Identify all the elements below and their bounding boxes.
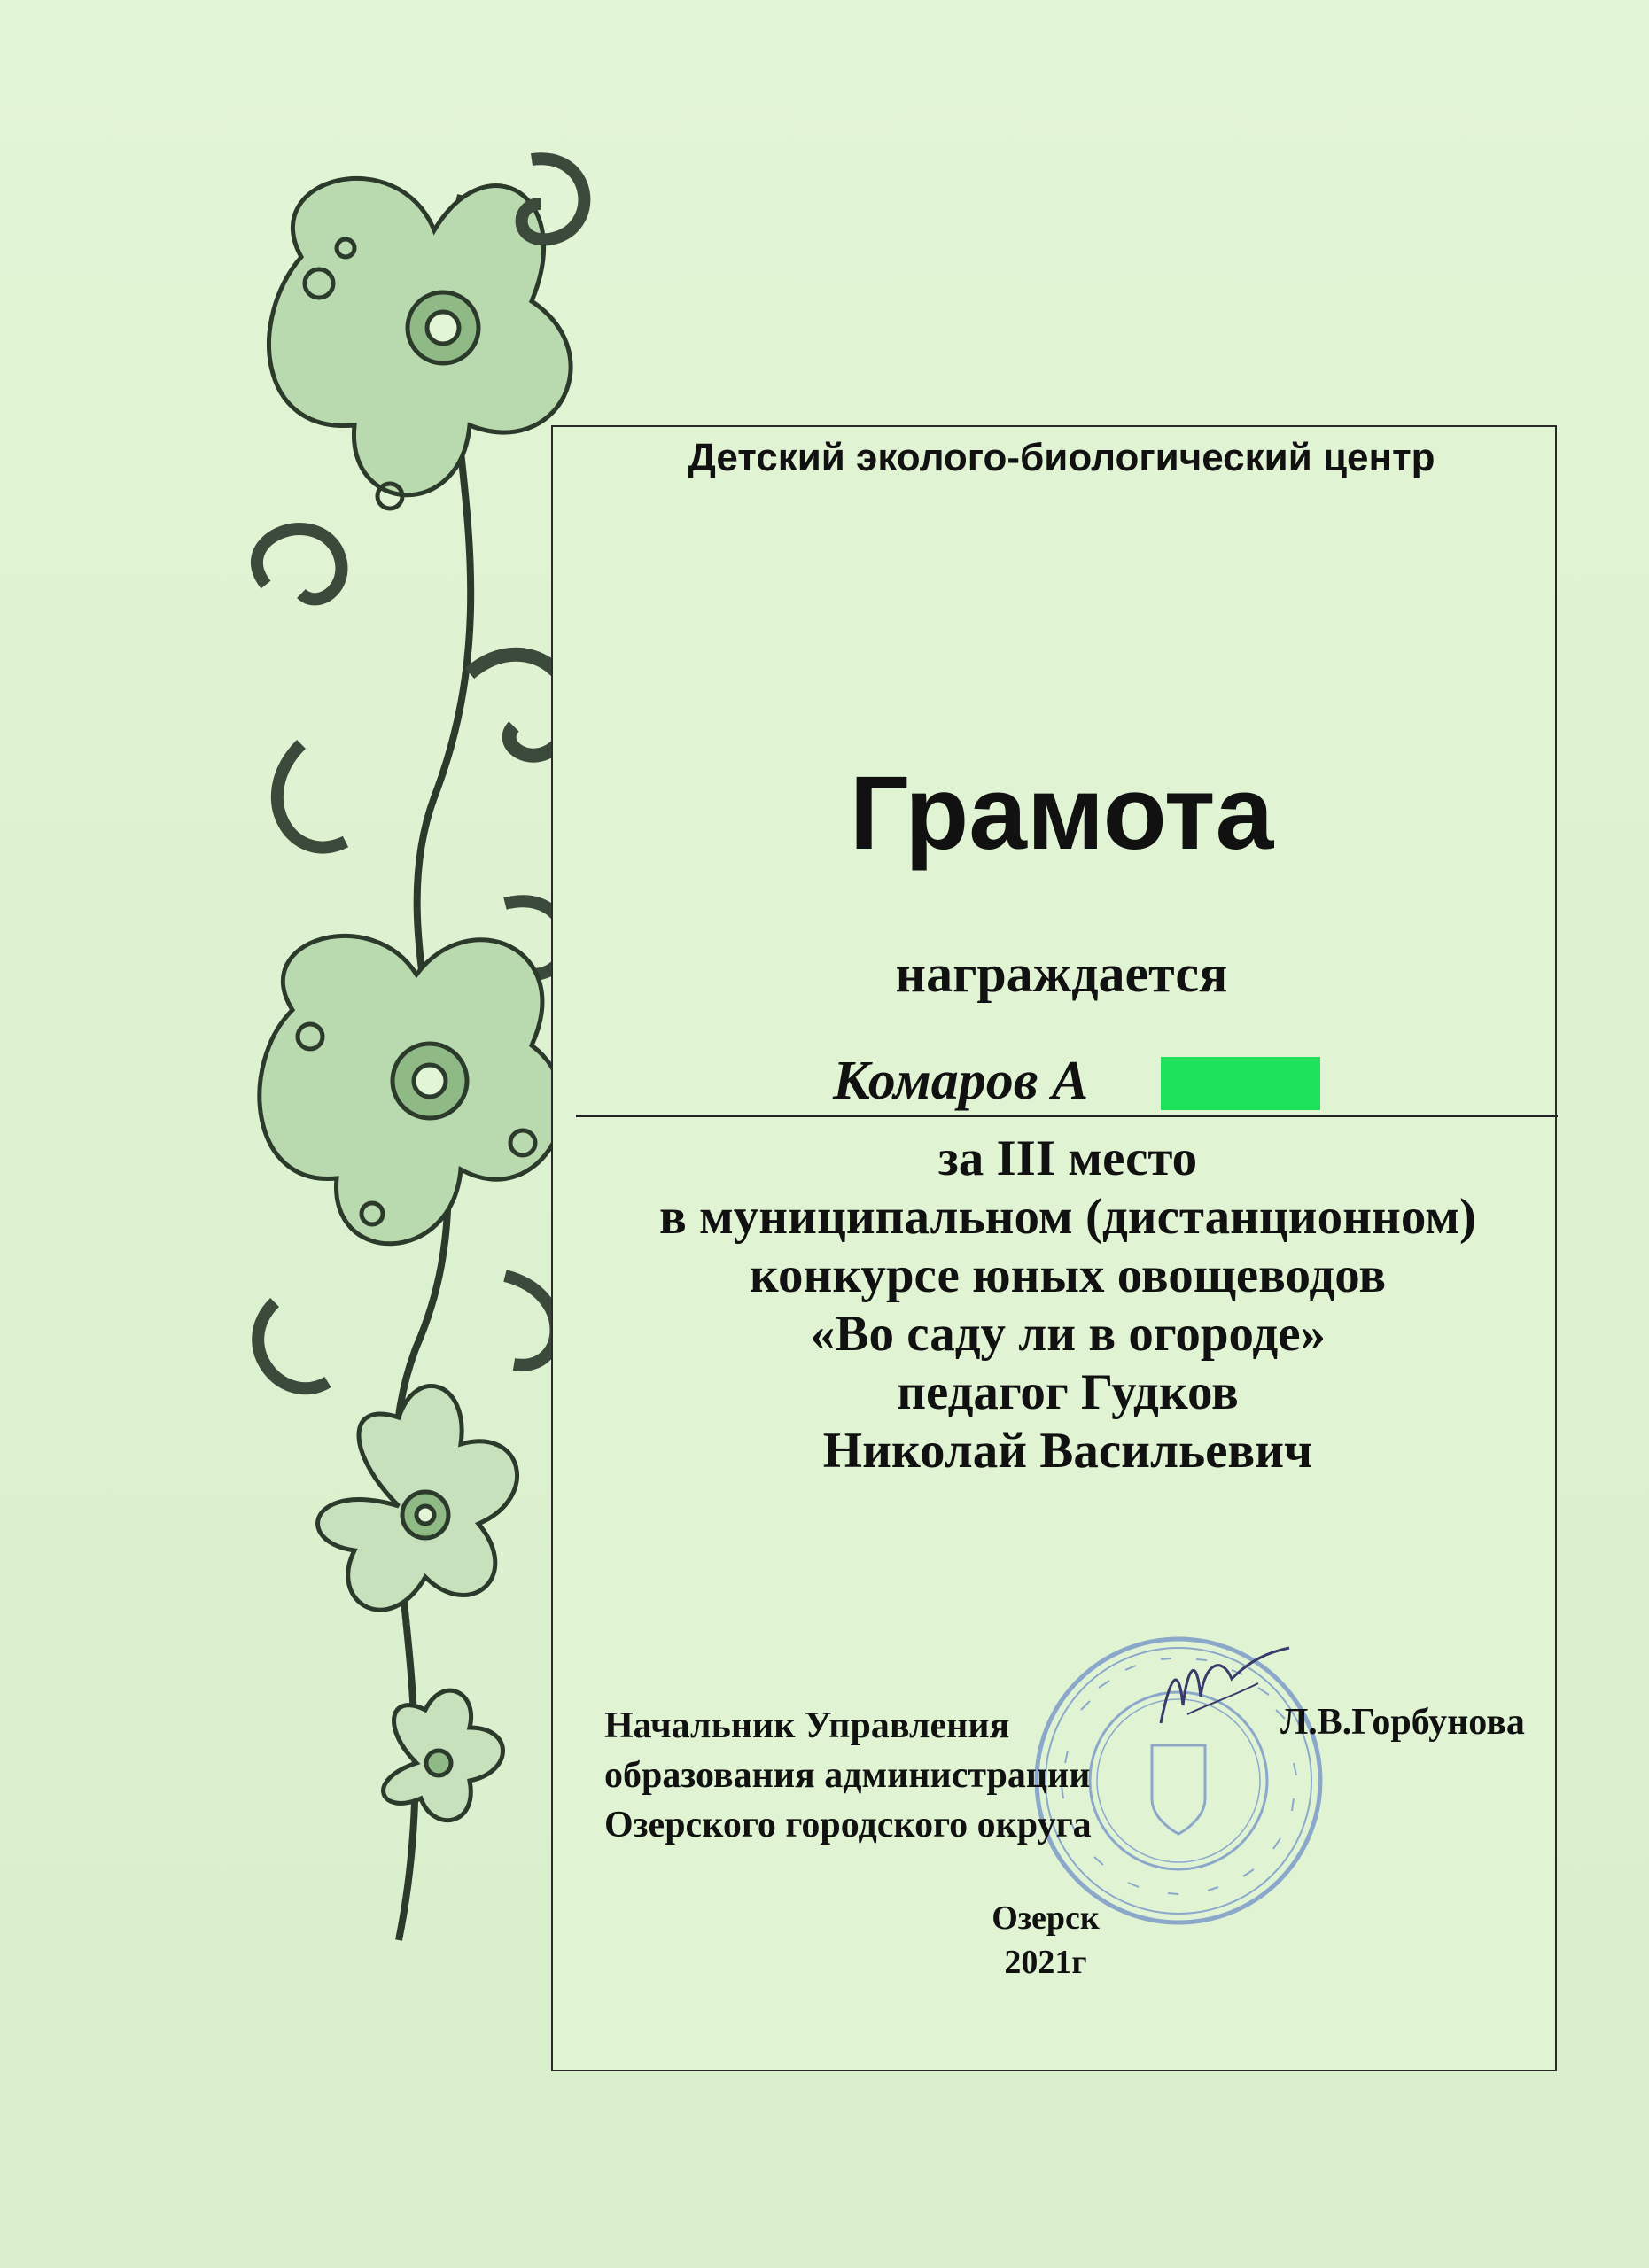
recipient-line <box>576 1050 1560 1119</box>
year: 2021г <box>1004 1944 1087 1981</box>
reason-line: «Во саду ли в огороде» <box>809 1306 1326 1362</box>
certificate-title: Грамота <box>849 755 1274 872</box>
reason-line: Николай Васильевич <box>822 1423 1313 1479</box>
organization-name: Детский эколого-биологический центр <box>688 436 1435 479</box>
recipient-name: Комаров А <box>833 1051 1089 1111</box>
signatory-line: Начальник Управления <box>604 1705 1010 1746</box>
signatory-block <box>604 1701 1092 1850</box>
redaction-mark <box>1161 1057 1320 1110</box>
reason-line: конкурсе юных овощеводов <box>749 1247 1387 1303</box>
recipient-underline <box>576 1115 1558 1117</box>
handwritten-signature <box>1152 1643 1294 1741</box>
signatory-line: образования администрации <box>604 1755 1091 1796</box>
reason-line: педагог Гудков <box>897 1364 1239 1420</box>
place-and-year <box>975 1896 1116 1984</box>
signatory-line: Озерского городского округа <box>604 1805 1092 1845</box>
award-reason <box>567 1130 1568 1480</box>
signer-name: Л.В.Горбунова <box>1280 1702 1525 1743</box>
reason-line: в муниципальном (дистанционном) <box>658 1189 1477 1245</box>
reason-line: за III место <box>937 1130 1198 1186</box>
city: Озерск <box>992 1899 1100 1937</box>
awarded-label: награждается <box>895 944 1228 1003</box>
